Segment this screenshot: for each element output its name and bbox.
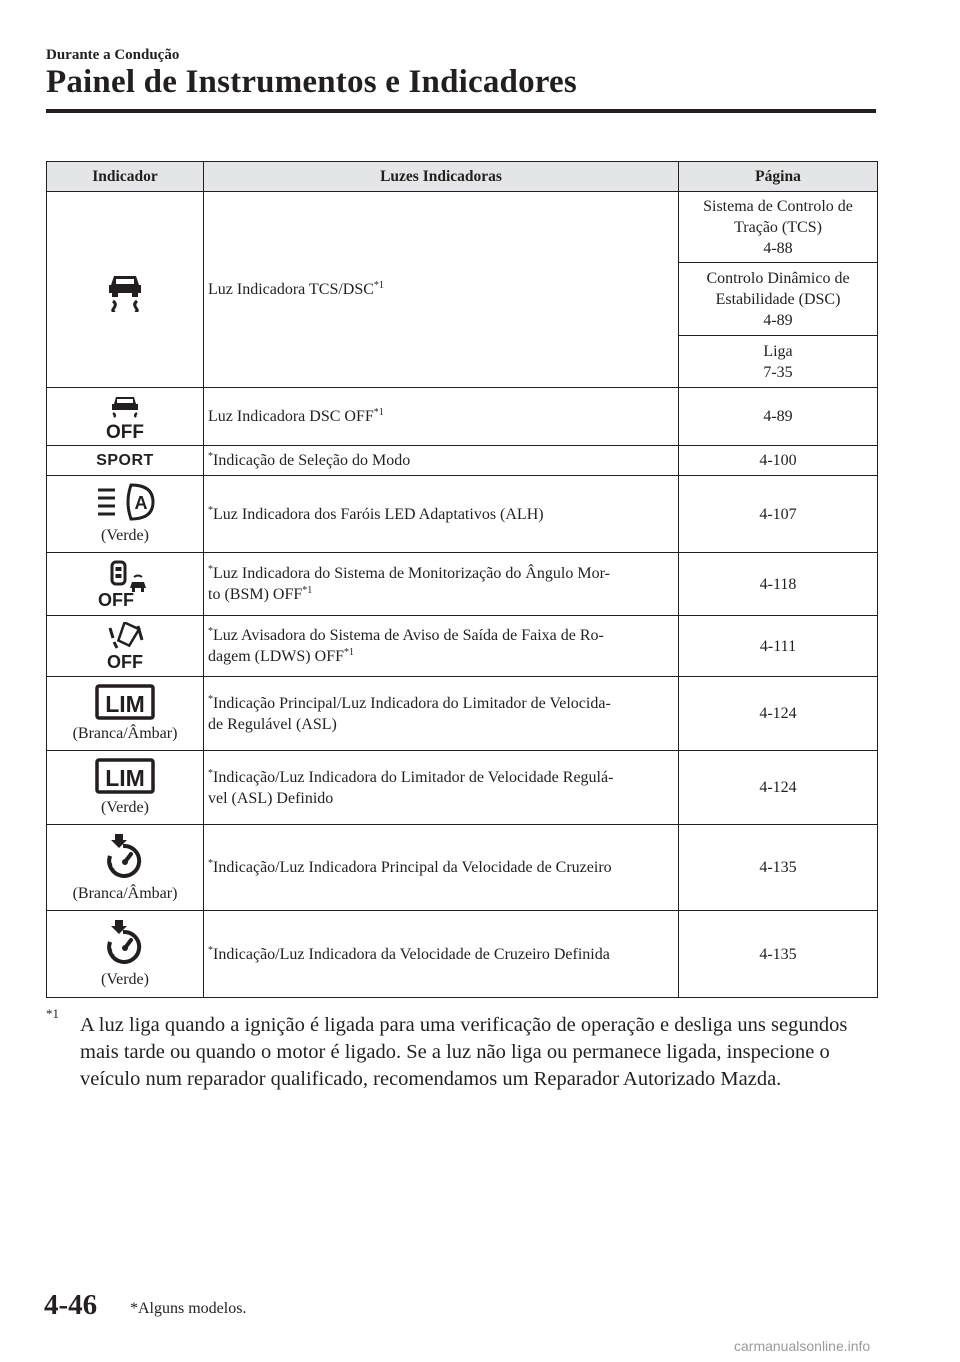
adaptive-led-headlight-icon <box>47 482 203 522</box>
table-header-row <box>47 162 878 192</box>
svg-text:OFF: OFF <box>98 590 134 608</box>
indicator-cell <box>47 192 204 388</box>
indicator-cell <box>47 616 204 677</box>
header-indicator: Indicador <box>47 162 204 192</box>
footnote: *1 A luz liga quando a ignição é ligada para uma verificação de operação e desliga uns segundos mais tarde ou quando o motor é ligado. Se a luz não liga ou permanece ligada, inspecione o veículo num reparador qualificado, recomendamos um Reparador Autorizado Mazda. <box>46 1012 876 1093</box>
watermark: carmanualsonline.info <box>734 1338 871 1354</box>
table-row <box>47 446 878 476</box>
table-row <box>47 677 878 751</box>
page-ref: 4-107 <box>679 476 878 553</box>
table-row <box>47 616 878 677</box>
indicator-cell <box>47 553 204 616</box>
svg-text:LIM: LIM <box>105 764 145 791</box>
tcs-dsc-car-skid-icon <box>47 268 203 312</box>
page-ref: 4-124 <box>679 677 878 751</box>
some-models-note: *Alguns modelos. <box>130 1300 247 1317</box>
cruise-control-icon <box>47 832 203 880</box>
indicator-cell <box>47 446 204 476</box>
table-row <box>47 911 878 998</box>
page-ref: 4-135 <box>679 825 878 911</box>
page-number: 4-46 <box>44 1289 98 1321</box>
title-rule <box>46 109 876 113</box>
svg-text:A: A <box>134 493 148 513</box>
indicator-description: *Luz Indicadora do Sistema de Monitorização do Ângulo Mor- to (BSM) OFF$^{*1}$ <box>204 553 679 616</box>
cruise-control-icon <box>47 918 203 966</box>
table-row <box>47 825 878 911</box>
page-ref: 4-135 <box>679 911 878 998</box>
table-row <box>47 192 878 263</box>
page-ref: 4-118 <box>679 553 878 616</box>
page-ref: 4-124 <box>679 751 878 825</box>
page-title: Painel de Instrumentos e Indicadores <box>46 64 577 100</box>
indicator-description: Luz Indicadora DSC OFF$^{*1}$ <box>204 388 679 446</box>
indicator-cell: A (Verde) <box>47 476 204 553</box>
page-ref: Controlo Dinâmico de Estabilidade (DSC) 4-89 <box>679 263 878 336</box>
dsc-off-icon <box>47 394 203 440</box>
indicator-description: *Indicação/Luz Indicadora do Limitador de Velocidade Regulá- vel (ASL) Definido <box>204 751 679 825</box>
footnote-text: A luz liga quando a ignição é ligada para uma verificação de operação e desliga uns segundos mais tarde ou quando o motor é ligado. Se a luz não liga ou permanece ligada, inspecione o veículo num reparador qualificado, recomendamos um Reparador Autorizado Mazda. <box>80 1014 848 1090</box>
indicator-description: *Indicação/Luz Indicadora da Velocidade de Cruzeiro Definida <box>204 911 679 998</box>
indicator-cell: (Branca/Âmbar) <box>47 825 204 911</box>
svg-text:OFF: OFF <box>107 652 143 670</box>
header-lights: Luzes Indicadoras <box>204 162 679 192</box>
page-ref: Liga 7-35 <box>679 336 878 388</box>
lim-icon <box>47 758 203 794</box>
bsm-off-icon <box>47 560 203 608</box>
indicator-cell <box>47 388 204 446</box>
table-row <box>47 388 878 446</box>
indicator-description: *Indicação de Seleção do Modo <box>204 446 679 476</box>
table-row <box>47 751 878 825</box>
ldws-off-icon <box>47 622 203 670</box>
indicator-description: *Luz Indicadora dos Faróis LED Adaptativos (ALH) <box>204 476 679 553</box>
svg-text:OFF: OFF <box>106 421 144 440</box>
svg-text:LIM: LIM <box>105 690 145 717</box>
header-page: Página <box>679 162 878 192</box>
indicator-cell: LIM (Branca/Âmbar) <box>47 677 204 751</box>
page-ref: Sistema de Controlo de Tração (TCS) 4-88 <box>679 192 878 263</box>
page-ref: 4-100 <box>679 446 878 476</box>
indicator-description: Luz Indicadora TCS/DSC$^{*1}$ <box>204 192 679 388</box>
page-ref: 4-111 <box>679 616 878 677</box>
table-row <box>47 553 878 616</box>
indicator-description: *Indicação/Luz Indicadora Principal da Velocidade de Cruzeiro <box>204 825 679 911</box>
section-label: Durante a Condução <box>46 47 180 63</box>
page-ref: 4-89 <box>679 388 878 446</box>
lim-icon <box>47 684 203 720</box>
indicator-description: *Indicação Principal/Luz Indicadora do Limitador de Velocida- de Regulável (ASL) <box>204 677 679 751</box>
indicator-cell: LIM (Verde) <box>47 751 204 825</box>
indicator-description: *Luz Avisadora do Sistema de Aviso de Saída de Faixa de Ro- dagem (LDWS) OFF$^{*1}$ <box>204 616 679 677</box>
indicator-cell: (Verde) <box>47 911 204 998</box>
indicator-table <box>46 161 878 998</box>
table-row <box>47 476 878 553</box>
sport-mode-icon: SPORT <box>96 452 154 469</box>
